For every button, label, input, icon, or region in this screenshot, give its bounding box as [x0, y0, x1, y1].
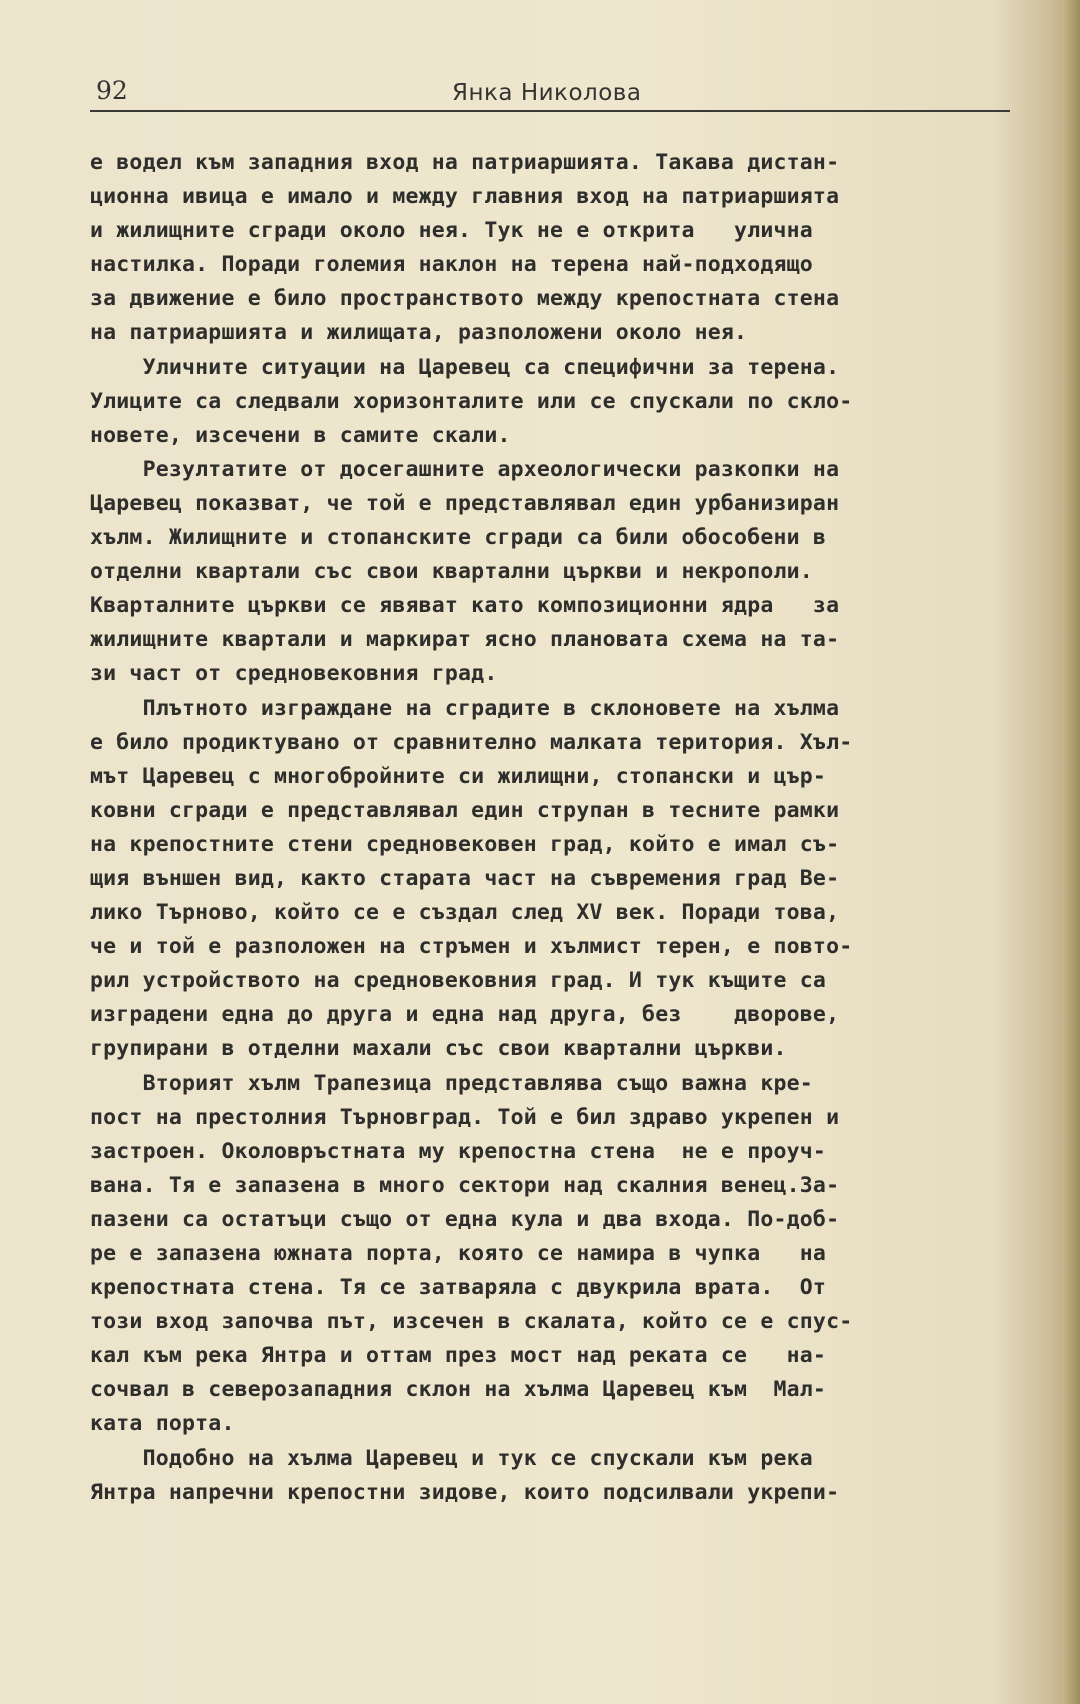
text-line: Кварталните църкви се явяват като композиционни ядра за: [90, 593, 840, 619]
text-line: този вход започва път, изсечен в скалата, който се е спус-: [90, 1309, 853, 1335]
text-line: Подобно на хълма Царевец и тук се спускали към река: [90, 1445, 813, 1471]
text-line: е било продиктувано от сравнително малката територия. Хъл-: [90, 729, 853, 755]
text-line: жилищните квартали и маркират ясно плановата схема на та-: [90, 627, 840, 653]
text-line: сочвал в северозападния склон на хълма Царевец към Мал-: [90, 1377, 827, 1403]
text-line: за движение е било пространството между крепостната стена: [90, 286, 840, 312]
text-line: че и той е разположен на стръмен и хълмист терен, е повто-: [90, 934, 853, 960]
text-line: изградени една до друга и една над друга, без дворове,: [90, 1002, 840, 1028]
text-line: Вторият хълм Трапезица представлява също важна кре-: [90, 1070, 813, 1096]
text-line: Уличните ситуации на Царевец са специфични за терена.: [90, 354, 840, 380]
text-line: крепостната стена. Тя се затваряла с двукрила врата. От: [90, 1275, 827, 1301]
text-line: новете, изсечени в самите скали.: [90, 422, 511, 448]
text-line: групирани в отделни махали със свои квартални църкви.: [90, 1036, 787, 1062]
page-edge: [1062, 0, 1080, 1704]
body-text: [90, 146, 1020, 1510]
text-line: ката порта.: [90, 1411, 235, 1437]
text-line: зи част от средновековния град.: [90, 661, 498, 687]
text-line: настилка. Поради големия наклон на терена най-подходящо: [90, 252, 813, 278]
text-line: ре е запазена южната порта, която се намира в чупка на: [90, 1241, 827, 1266]
page-header: [92, 76, 1010, 112]
text-line: вана. Тя е запазена в много сектори над скалния венец.За-: [90, 1172, 840, 1198]
text-line: на патриаршията и жилищата, разположени около нея.: [90, 320, 748, 346]
text-line: отделни квартали със свои квартални църкви и некрополи.: [90, 559, 813, 585]
text-line: застроен. Околовръстната му крепостна стена не е проуч-: [90, 1138, 827, 1164]
text-line: пазени са остатъци също от една кула и два входа. По-доб-: [90, 1206, 840, 1232]
text-line: ковни сгради е представлявал един струпан в тесните рамки: [90, 797, 840, 823]
text-line: Резултатите от досегашните археологически разкопки на: [90, 456, 840, 482]
text-line: кал към река Янтра и оттам през мост над реката се на-: [90, 1343, 827, 1369]
text-line: щия външен вид, както старата част на съвремения град Ве-: [90, 865, 840, 891]
text-line: Янтра напречни крепостни зидове, които подсилвали укрепи-: [90, 1479, 840, 1505]
text-line: лико Търново, който се е създал след XV век. Поради това,: [90, 900, 840, 926]
text-line: Улиците са следвали хоризонталите или се спускали по скло-: [90, 388, 853, 414]
text-line: Царевец показват, че той е представлявал един урбанизиран: [90, 490, 840, 516]
text-line: ционна ивица е имало и между главния вход на патриаршията: [90, 184, 840, 210]
text-line: рил устройството на средновековния град. И тук къщите са: [90, 968, 827, 994]
text-line: Плътното изграждане на сградите в склоновете на хълма: [90, 695, 840, 721]
text-line: и жилищните сгради около нея. Тук не е открита улична: [90, 218, 813, 244]
text-line: пост на престолния Търновград. Той е бил здраво укрепен и: [90, 1104, 840, 1130]
header-rule: [90, 110, 1010, 112]
page-number: 92: [96, 76, 128, 105]
text-line: е водел към западния вход на патриаршията. Такава дистан-: [90, 150, 840, 175]
text-line: мът Царевец с многобройните си жилищни, стопански и цър-: [90, 763, 827, 789]
text-line: на крепостните стени средновековен град, който е имал съ-: [90, 831, 840, 857]
text-line: хълм. Жилищните и стопанските сгради са били обособени в: [90, 525, 827, 551]
running-title: Янка Николова: [452, 80, 642, 106]
